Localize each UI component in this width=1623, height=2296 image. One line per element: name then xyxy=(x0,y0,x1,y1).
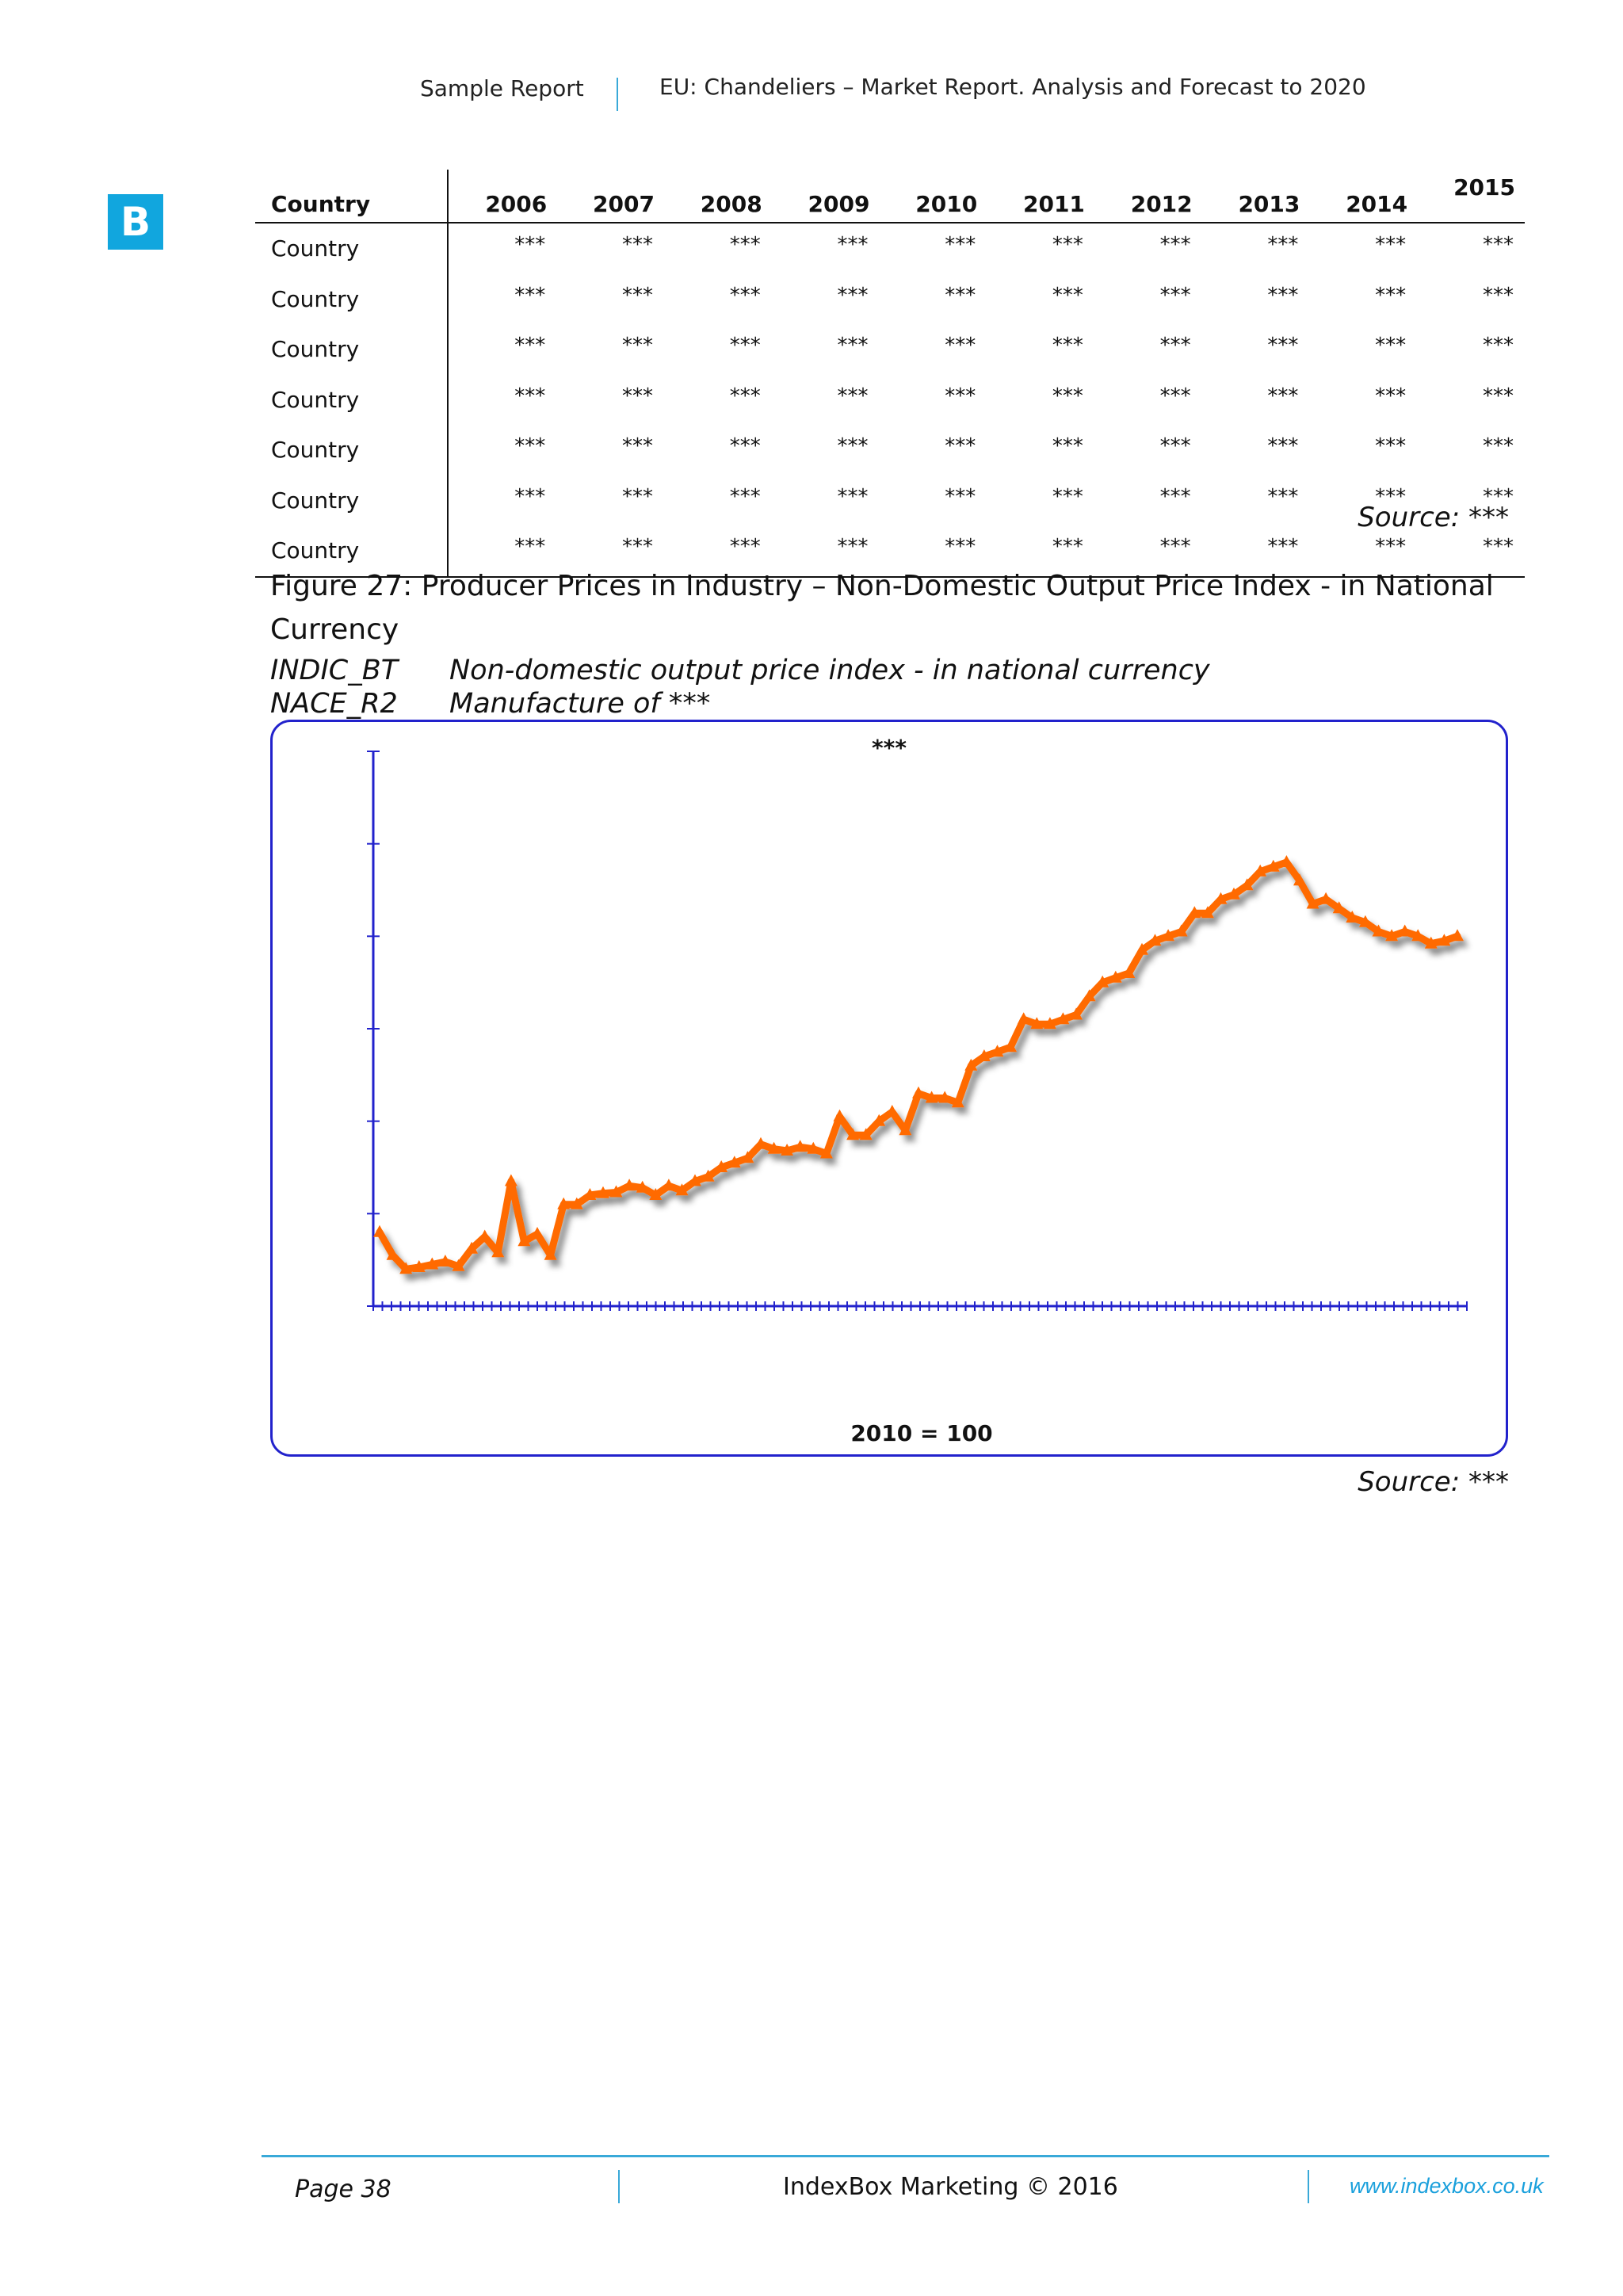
row-value-cell: *** xyxy=(514,233,546,257)
row-value-cell: *** xyxy=(1483,334,1514,357)
row-value-cell: *** xyxy=(1267,283,1299,308)
page-number: Page 38 xyxy=(295,2176,391,2203)
row-value-cell: *** xyxy=(837,384,869,408)
row-value-cell: *** xyxy=(945,334,976,357)
column-header: 2009 xyxy=(772,170,880,223)
row-value-cell: *** xyxy=(1159,484,1191,509)
table-row xyxy=(255,476,1525,526)
table-header-row xyxy=(255,170,1525,223)
row-value-cell: *** xyxy=(1267,233,1299,257)
row-value-cell: *** xyxy=(1483,484,1514,509)
row-value-cell: *** xyxy=(1483,233,1514,257)
row-value-cell: *** xyxy=(1375,434,1407,458)
row-value-cell: *** xyxy=(945,283,976,308)
row-value-cell: *** xyxy=(1375,334,1407,357)
row-value-cell: *** xyxy=(1202,525,1310,577)
brand-logo: B xyxy=(108,194,163,250)
table-row xyxy=(255,274,1525,325)
column-header: 2008 xyxy=(664,170,772,223)
row-value-cell: *** xyxy=(1159,434,1191,458)
row-value-cell: *** xyxy=(1483,283,1514,308)
row-value-cell: *** xyxy=(729,434,761,458)
chart-x-label: 2010 = 100 xyxy=(850,1420,993,1446)
table-row xyxy=(255,425,1525,476)
figure-meta-row xyxy=(270,655,1210,686)
column-header: 2007 xyxy=(556,170,664,223)
row-value-cell: *** xyxy=(514,434,546,458)
footer-rule xyxy=(262,2155,1549,2157)
row-value-cell: *** xyxy=(729,334,761,357)
price-index-chart xyxy=(270,720,1508,1457)
row-value-cell: *** xyxy=(1052,283,1083,308)
row-value-cell: *** xyxy=(556,525,664,577)
table-row xyxy=(255,375,1525,426)
row-value-cell: *** xyxy=(621,334,653,357)
row-value-cell: *** xyxy=(621,283,653,308)
column-header: 2015 xyxy=(1417,170,1525,223)
data-point xyxy=(373,1225,386,1237)
row-value-cell: *** xyxy=(621,434,653,458)
column-header: Country xyxy=(255,170,448,223)
row-value-cell: *** xyxy=(1483,384,1514,408)
row-value-cell: *** xyxy=(945,434,976,458)
row-value-cell: *** xyxy=(1159,384,1191,408)
column-header: 2012 xyxy=(1094,170,1202,223)
row-country-cell: Country xyxy=(255,476,448,526)
meta-value: Manufacture of *** xyxy=(449,688,711,720)
row-value-cell: *** xyxy=(514,283,546,308)
row-value-cell: *** xyxy=(1052,334,1083,357)
row-value-cell: *** xyxy=(448,525,556,577)
row-value-cell: *** xyxy=(729,484,761,509)
row-value-cell: *** xyxy=(1267,434,1299,458)
row-value-cell: *** xyxy=(1375,484,1407,509)
row-value-cell: *** xyxy=(1094,525,1202,577)
row-value-cell: *** xyxy=(1309,525,1417,577)
figure-source: Source: *** xyxy=(1358,1466,1509,1498)
row-value-cell: *** xyxy=(1159,283,1191,308)
footer-website-link[interactable]: www.indexbox.co.uk xyxy=(1350,2174,1544,2198)
column-header: 2013 xyxy=(1202,170,1310,223)
row-country-cell: Country xyxy=(255,525,448,577)
header-report-label: Sample Report xyxy=(420,75,584,101)
country-year-table xyxy=(255,170,1525,578)
row-value-cell: *** xyxy=(837,334,869,357)
row-value-cell: *** xyxy=(1375,233,1407,257)
row-value-cell: *** xyxy=(1159,334,1191,357)
column-header: 2011 xyxy=(987,170,1094,223)
row-value-cell: *** xyxy=(837,484,869,509)
row-country-cell: Country xyxy=(255,425,448,476)
footer-copyright: IndexBox Marketing © 2016 xyxy=(783,2173,1118,2201)
row-value-cell: *** xyxy=(1052,484,1083,509)
row-value-cell: *** xyxy=(1052,434,1083,458)
row-value-cell: *** xyxy=(621,384,653,408)
row-value-cell: *** xyxy=(945,484,976,509)
row-value-cell: *** xyxy=(1052,233,1083,257)
row-value-cell: *** xyxy=(729,233,761,257)
meta-key: INDIC_BT xyxy=(270,655,399,686)
row-value-cell: *** xyxy=(664,525,772,577)
row-value-cell: *** xyxy=(1267,384,1299,408)
footer-divider xyxy=(618,2170,620,2203)
row-value-cell: *** xyxy=(514,334,546,357)
row-value-cell: *** xyxy=(1159,233,1191,257)
row-country-cell: Country xyxy=(255,274,448,325)
row-value-cell: *** xyxy=(945,233,976,257)
meta-value: Non-domestic output price index - in national currency xyxy=(449,655,1210,686)
row-value-cell: *** xyxy=(837,434,869,458)
row-value-cell: *** xyxy=(621,484,653,509)
series-line xyxy=(380,862,1457,1269)
table-row xyxy=(255,324,1525,375)
chart-title: *** xyxy=(872,735,907,761)
row-value-cell: *** xyxy=(729,384,761,408)
row-country-cell: Country xyxy=(255,324,448,375)
data-point xyxy=(834,1110,846,1121)
row-value-cell: *** xyxy=(1267,484,1299,509)
meta-key: NACE_R2 xyxy=(270,688,398,720)
column-header: 2014 xyxy=(1309,170,1417,223)
row-value-cell: *** xyxy=(514,484,546,509)
row-value-cell: *** xyxy=(945,384,976,408)
column-header: 2006 xyxy=(448,170,556,223)
row-value-cell: *** xyxy=(514,384,546,408)
figure-meta-row xyxy=(270,688,710,720)
row-value-cell: *** xyxy=(1375,384,1407,408)
row-value-cell: *** xyxy=(1417,525,1525,577)
row-value-cell: *** xyxy=(1375,283,1407,308)
row-country-cell: Country xyxy=(255,223,448,274)
column-header: 2010 xyxy=(879,170,987,223)
header-report-title: EU: Chandeliers – Market Report. Analysis and Forecast to 2020 xyxy=(659,74,1366,100)
data-point xyxy=(505,1175,517,1186)
row-value-cell: *** xyxy=(729,283,761,308)
row-value-cell: *** xyxy=(837,283,869,308)
figure-title: Figure 27: Producer Prices in Industry – Non-Domestic Output Price Index - in National Currency xyxy=(270,570,1494,646)
row-value-cell: *** xyxy=(837,233,869,257)
row-value-cell: *** xyxy=(879,525,987,577)
row-value-cell: *** xyxy=(1052,384,1083,408)
row-value-cell: *** xyxy=(1267,334,1299,357)
footer-divider xyxy=(1308,2170,1309,2203)
data-point xyxy=(479,1230,491,1242)
row-value-cell: *** xyxy=(772,525,880,577)
table-row xyxy=(255,223,1525,274)
row-value-cell: *** xyxy=(1483,434,1514,458)
row-value-cell: *** xyxy=(621,233,653,257)
row-country-cell: Country xyxy=(255,375,448,426)
header-divider xyxy=(617,78,618,111)
table-source: Source: *** xyxy=(1358,502,1509,533)
row-value-cell: *** xyxy=(987,525,1094,577)
